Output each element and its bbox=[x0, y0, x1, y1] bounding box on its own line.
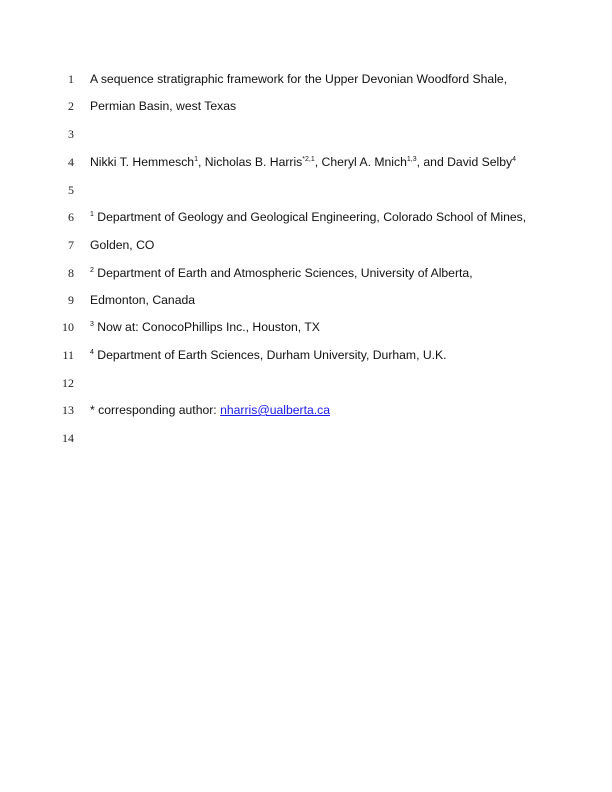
line-11 bbox=[0, 346, 612, 364]
corresponding-author-label: * corresponding author: bbox=[90, 403, 221, 417]
author-affiliation-marker: 1,3 bbox=[406, 156, 417, 163]
affiliation-text: Department of Earth and Atmospheric Sciences, University of Alberta, bbox=[93, 266, 473, 280]
affiliation-marker: 4 bbox=[90, 349, 94, 356]
line-1 bbox=[0, 70, 612, 88]
line-13 bbox=[0, 401, 612, 419]
author-name: David Selby bbox=[447, 155, 513, 169]
line-14 bbox=[0, 429, 612, 447]
author-affiliation-marker: 1 bbox=[194, 156, 198, 163]
line-number: 14 bbox=[62, 431, 74, 445]
author-name: Nicholas B. Harris bbox=[204, 155, 303, 169]
line-number: 2 bbox=[68, 99, 74, 113]
line-number: 6 bbox=[68, 210, 74, 224]
line-2 bbox=[0, 97, 612, 115]
affiliation-2 bbox=[90, 264, 473, 282]
author-separator: , bbox=[314, 155, 322, 169]
corresponding-author-email-link[interactable]: nharris@ualberta.ca bbox=[220, 403, 331, 417]
affiliation-marker: 1 bbox=[90, 211, 94, 218]
line-number: 10 bbox=[62, 320, 74, 334]
line-7 bbox=[0, 236, 612, 254]
line-6 bbox=[0, 208, 612, 226]
line-number: 3 bbox=[68, 127, 74, 141]
line-5 bbox=[0, 181, 612, 199]
affiliation-marker: 2 bbox=[90, 267, 94, 274]
author-name: Nikki T. Hemmesch bbox=[90, 155, 195, 169]
affiliation-1-continued: Golden, CO bbox=[90, 238, 155, 252]
line-8 bbox=[0, 264, 612, 282]
line-12 bbox=[0, 374, 612, 392]
line-number: 1 bbox=[68, 72, 74, 86]
author-separator: , and bbox=[416, 155, 448, 169]
affiliation-4 bbox=[90, 346, 447, 364]
affiliation-marker: 3 bbox=[90, 321, 94, 328]
line-number: 9 bbox=[68, 293, 74, 307]
line-number: 13 bbox=[62, 403, 74, 417]
line-10 bbox=[0, 318, 612, 336]
line-9 bbox=[0, 291, 612, 309]
line-number: 12 bbox=[62, 376, 74, 390]
author-affiliation-marker: 4 bbox=[512, 156, 517, 163]
author-separator: , bbox=[197, 155, 205, 169]
affiliation-2-continued: Edmonton, Canada bbox=[90, 293, 196, 307]
affiliation-text: Department of Earth Sciences, Durham University, Durham, U.K. bbox=[93, 348, 447, 362]
author-name: Cheryl A. Mnich bbox=[321, 155, 407, 169]
line-number: 11 bbox=[62, 348, 74, 362]
affiliation-text: Now at: ConocoPhillips Inc., Houston, TX bbox=[93, 320, 320, 334]
affiliation-3 bbox=[90, 318, 320, 336]
line-3 bbox=[0, 125, 612, 143]
line-number: 8 bbox=[68, 266, 74, 280]
line-number: 5 bbox=[68, 183, 74, 197]
affiliation-1 bbox=[90, 208, 526, 226]
author-affiliation-marker: *2,1 bbox=[302, 156, 315, 163]
line-4 bbox=[0, 153, 612, 171]
line-number: 4 bbox=[68, 155, 74, 169]
author-list bbox=[90, 153, 516, 171]
line-number: 7 bbox=[68, 238, 74, 252]
paper-title-continued: Permian Basin, west Texas bbox=[90, 99, 237, 113]
paper-title: A sequence stratigraphic framework for the Upper Devonian Woodford Shale, bbox=[90, 72, 508, 86]
corresponding-author bbox=[90, 401, 330, 419]
affiliation-text: Department of Geology and Geological Engineering, Colorado School of Mines, bbox=[93, 210, 527, 224]
